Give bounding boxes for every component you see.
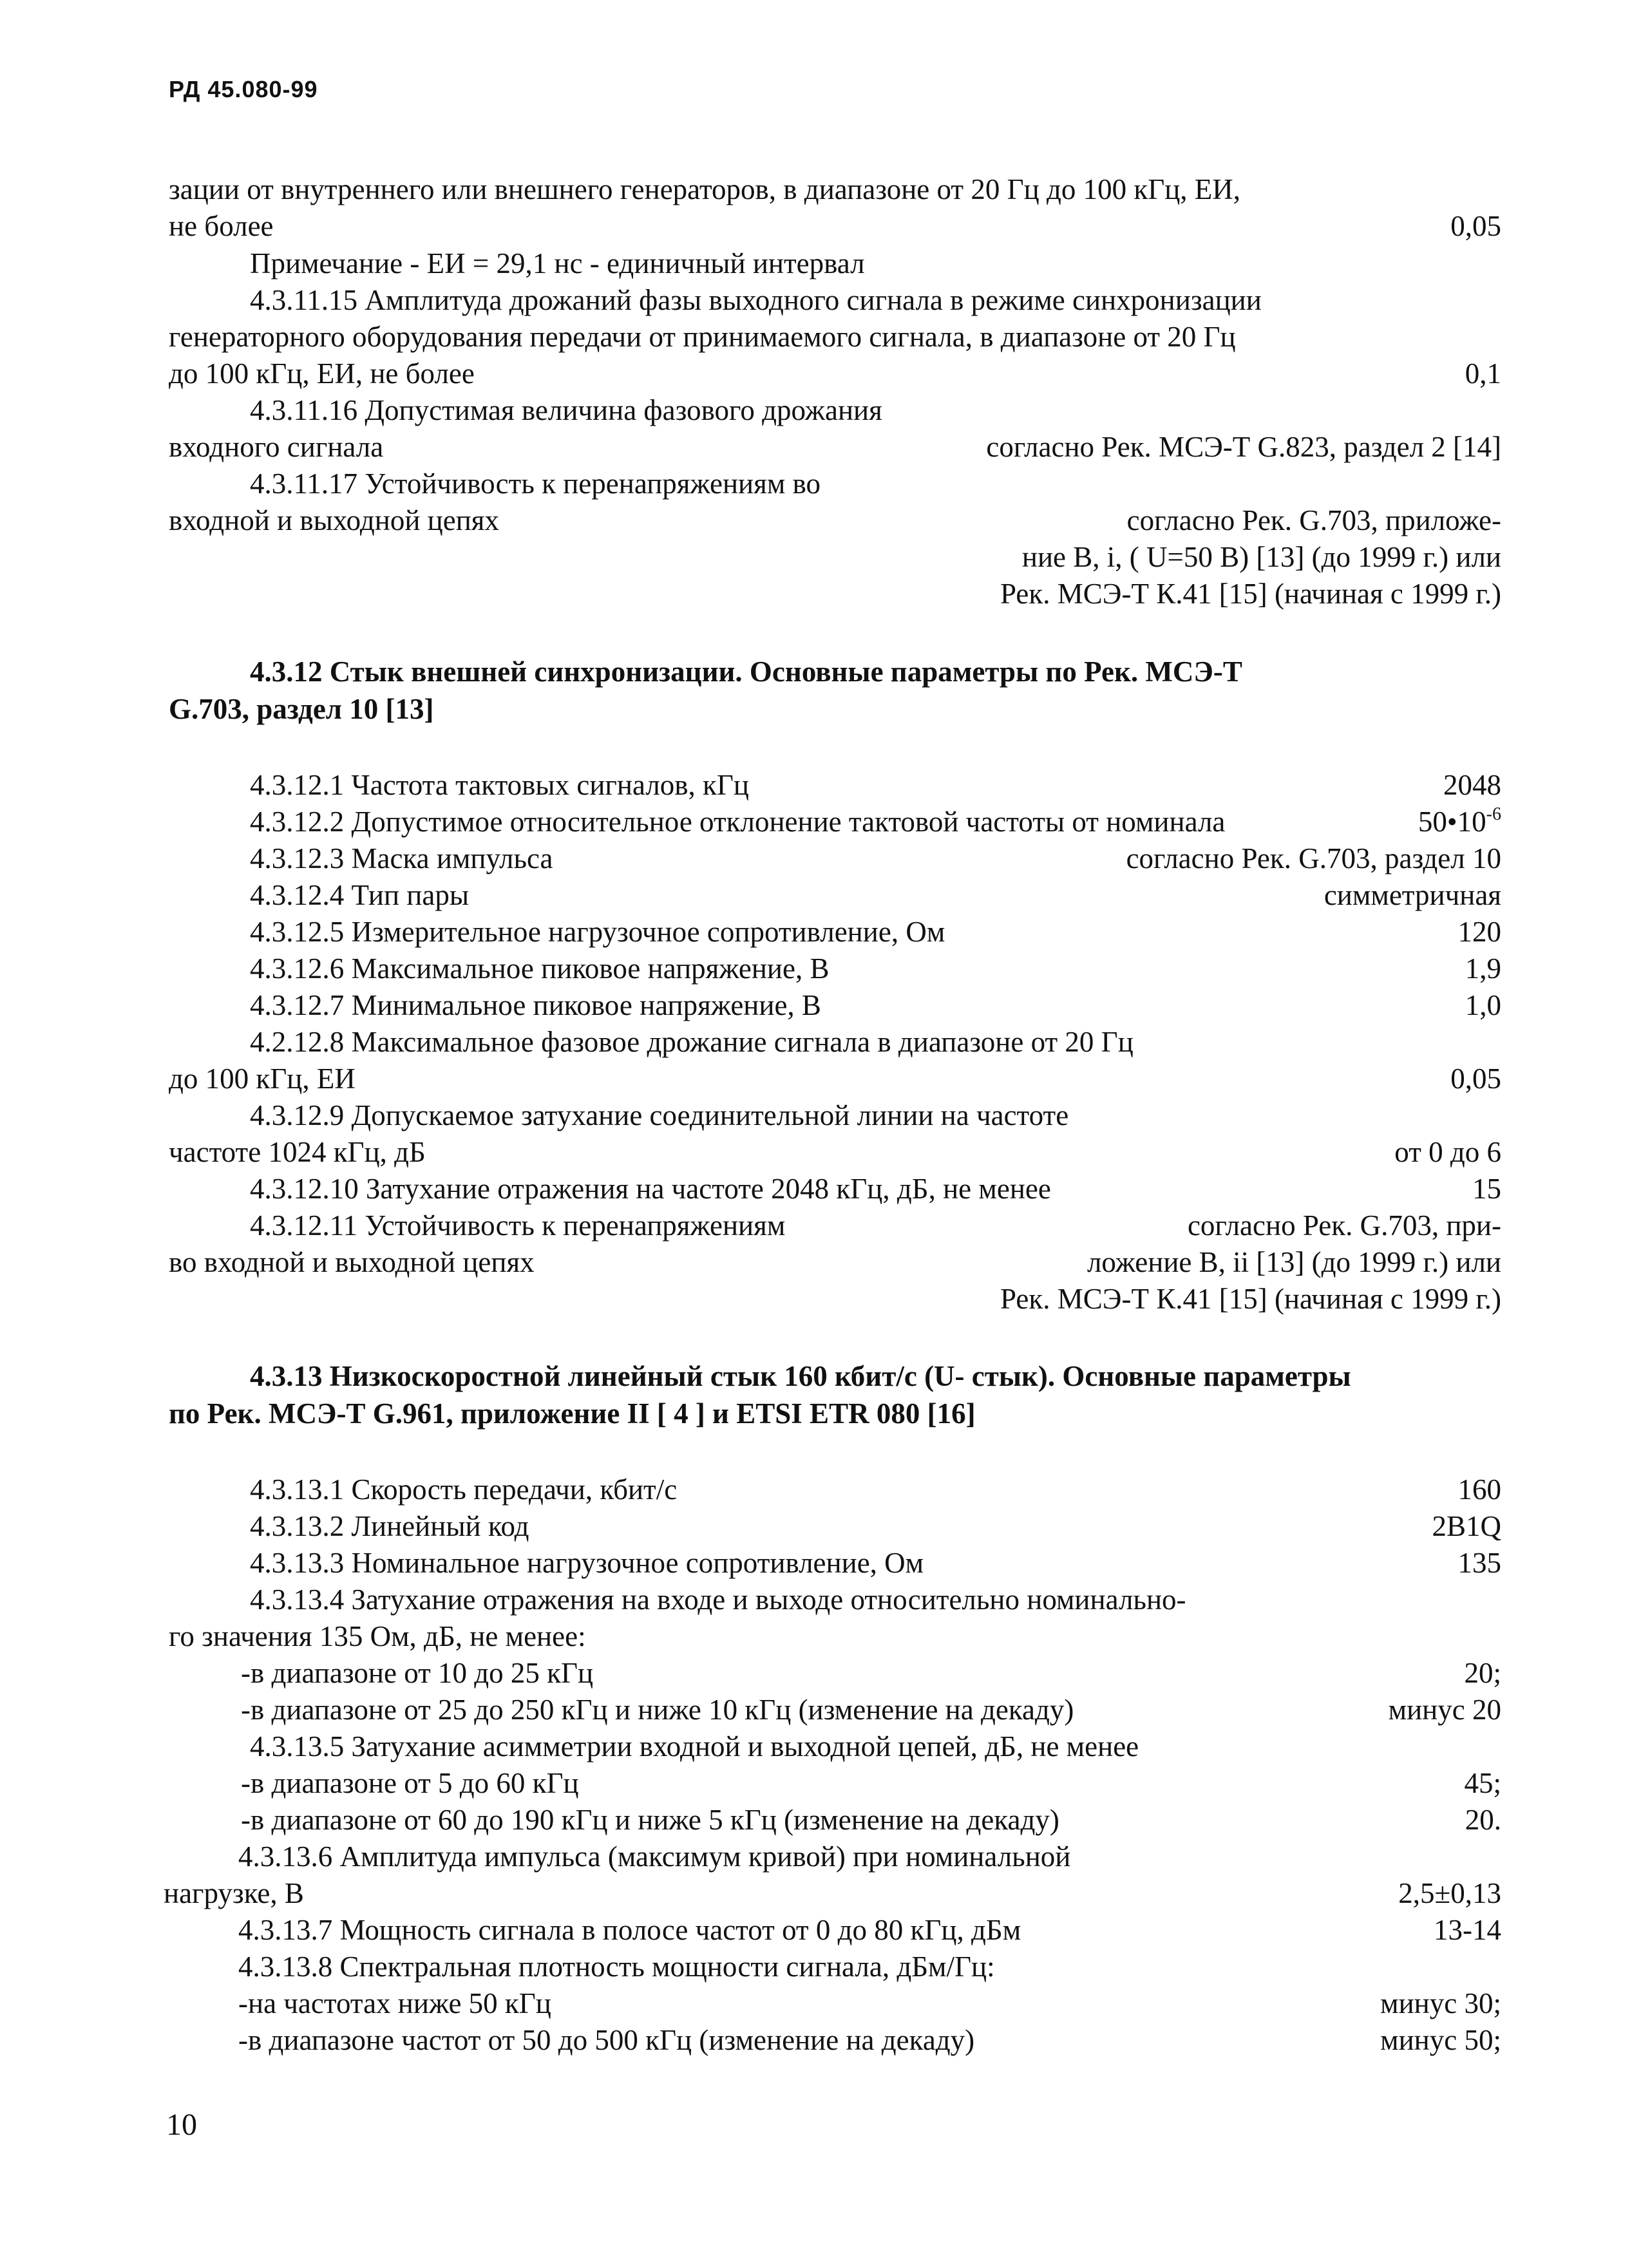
- text-line: генераторного оборудования передачи от принимаемого сигнала, в диапазоне от 20 Гц: [169, 321, 1236, 353]
- value-cell: согласно Рек. G.703, раздел 10: [1126, 842, 1501, 874]
- text-line: -в диапазоне частот от 50 до 500 кГц (изменение на декаду): [238, 2024, 975, 2056]
- text-line: 4.3.13.4 Затухание отражения на входе и выходе относительно номинально-: [250, 1583, 1186, 1616]
- text-line: -в диапазоне от 5 до 60 кГц: [241, 1767, 579, 1799]
- value-cell: Рек. МСЭ-Т К.41 [15] (начиная с 1999 г.): [1000, 578, 1501, 610]
- text-line: 4.3.12.4 Тип пары: [250, 879, 470, 911]
- text-line: во входной и выходной цепях: [169, 1246, 535, 1278]
- text-line: 4.3.13.7 Мощность сигнала в полосе частот от 0 до 80 кГц, дБм: [238, 1914, 1021, 1946]
- value-cell: минус 50;: [1380, 2024, 1501, 2056]
- text-line: 4.3.12.7 Минимальное пиковое напряжение, В: [250, 989, 821, 1021]
- text-line: 4.3.12.6 Максимальное пиковое напряжение, В: [250, 952, 830, 985]
- text-line: 4.3.13.6 Амплитуда импульса (максимум кривой) при номинальной: [238, 1840, 1071, 1873]
- value-cell: 0,05: [1450, 1063, 1501, 1095]
- value-cell: ние В, i, ( U=50 В) [13] (до 1999 г.) или: [1021, 541, 1501, 573]
- text-line: -в диапазоне от 10 до 25 кГц: [241, 1657, 594, 1689]
- value-cell: 1,9: [1465, 952, 1501, 985]
- value-cell: от 0 до 6: [1394, 1136, 1501, 1168]
- value-cell: 20.: [1465, 1804, 1501, 1836]
- section-heading: 4.3.13 Низкоскоростной линейный стык 160 кбит/с (U- стык). Основные параметры: [250, 1360, 1351, 1392]
- document-header: РД 45.080-99: [169, 76, 318, 102]
- text-line: 4.3.11.17 Устойчивость к перенапряжениям во: [250, 468, 821, 500]
- value-cell: 0,05: [1450, 210, 1501, 242]
- value-cell: 15: [1472, 1173, 1501, 1205]
- value-cell: [1418, 804, 1501, 840]
- value-cell: согласно Рек. МСЭ-Т G.823, раздел 2 [14]: [986, 431, 1501, 463]
- section-heading: 4.3.12 Стык внешней синхронизации. Основные параметры по Рек. МСЭ-Т: [250, 656, 1242, 688]
- value-cell: 135: [1457, 1547, 1501, 1579]
- value-cell: согласно Рек. G.703, приложе-: [1126, 504, 1501, 536]
- value-cell: 160: [1457, 1473, 1501, 1506]
- text-line: 4.3.11.15 Амплитуда дрожаний фазы выходного сигнала в режиме синхронизации: [250, 284, 1262, 316]
- value-cell: 120: [1457, 916, 1501, 948]
- value-cell: согласно Рек. G.703, при-: [1187, 1209, 1501, 1242]
- value-cell: 20;: [1464, 1657, 1501, 1689]
- text-line: 4.3.13.8 Спектральная плотность мощности сигнала, дБм/Гц:: [238, 1951, 995, 1983]
- text-line: 4.3.13.5 Затухание асимметрии входной и выходной цепей, дБ, не менее: [250, 1730, 1139, 1762]
- value-cell: минус 30;: [1380, 1987, 1501, 2019]
- value-cell: 0,1: [1465, 357, 1501, 390]
- value-cell: симметричная: [1324, 879, 1501, 911]
- text-line: 4.3.12.5 Измерительное нагрузочное сопротивление, Ом: [250, 916, 945, 948]
- value-cell: 2B1Q: [1432, 1510, 1501, 1542]
- text-line: зации от внутреннего или внешнего генераторов, в диапазоне от 20 Гц до 100 кГц, ЕИ,: [169, 173, 1241, 205]
- page-number: 10: [166, 2108, 197, 2142]
- text-line: -в диапазоне от 60 до 190 кГц и ниже 5 кГц (изменение на декаду): [241, 1804, 1059, 1836]
- value-exponent: -6: [1486, 804, 1501, 824]
- text-line: нагрузке, В: [164, 1877, 304, 1909]
- text-line: Примечание - ЕИ = 29,1 нс - единичный интервал: [250, 247, 865, 279]
- value-cell: 45;: [1464, 1767, 1501, 1799]
- section-heading: по Рек. МСЭ-Т G.961, приложение II [ 4 ] и ETSI ETR 080 [16]: [169, 1397, 976, 1430]
- value-cell: ложение В, ii [13] (до 1999 г.) или: [1086, 1246, 1501, 1278]
- text-line: -на частотах ниже 50 кГц: [238, 1987, 551, 2019]
- text-line: не более: [169, 210, 274, 242]
- text-line: 4.3.12.1 Частота тактовых сигналов, кГц: [250, 769, 749, 801]
- text-line: го значения 135 Ом, дБ, не менее:: [169, 1620, 586, 1652]
- text-line: 4.3.11.16 Допустимая величина фазового дрожания: [250, 394, 882, 426]
- value-cell: 2,5±0,13: [1398, 1877, 1501, 1909]
- value-cell: 2048: [1443, 769, 1501, 801]
- value-cell: минус 20: [1388, 1694, 1501, 1726]
- section-heading: G.703, раздел 10 [13]: [169, 693, 434, 725]
- value-cell: Рек. МСЭ-Т К.41 [15] (начиная с 1999 г.): [1000, 1283, 1501, 1315]
- value-base: 50•10: [1418, 806, 1486, 838]
- text-line: 4.3.12.3 Маска импульса: [250, 842, 553, 874]
- text-line: 4.3.13.2 Линейный код: [250, 1510, 529, 1542]
- text-line: 4.3.12.11 Устойчивость к перенапряжениям: [250, 1209, 786, 1242]
- text-line: до 100 кГц, ЕИ, не более: [169, 357, 475, 390]
- text-line: 4.2.12.8 Максимальное фазовое дрожание сигнала в диапазоне от 20 Гц: [250, 1026, 1134, 1058]
- text-line: 4.3.13.3 Номинальное нагрузочное сопротивление, Ом: [250, 1547, 924, 1579]
- text-line: 4.3.12.9 Допускаемое затухание соединительной линии на частоте: [250, 1099, 1069, 1131]
- text-line: -в диапазоне от 25 до 250 кГц и ниже 10 кГц (изменение на декаду): [241, 1694, 1074, 1726]
- text-line: 4.3.12.2 Допустимое относительное отклонение тактовой частоты от номинала: [250, 806, 1226, 838]
- text-line: 4.3.12.10 Затухание отражения на частоте 2048 кГц, дБ, не менее: [250, 1173, 1051, 1205]
- value-cell: 13-14: [1434, 1914, 1501, 1946]
- text-line: входной и выходной цепях: [169, 504, 499, 536]
- text-line: 4.3.13.1 Скорость передачи, кбит/с: [250, 1473, 678, 1506]
- text-line: до 100 кГц, ЕИ: [169, 1063, 356, 1095]
- text-line: частоте 1024 кГц, дБ: [169, 1136, 426, 1168]
- text-line: входного сигнала: [169, 431, 384, 463]
- value-cell: 1,0: [1465, 989, 1501, 1021]
